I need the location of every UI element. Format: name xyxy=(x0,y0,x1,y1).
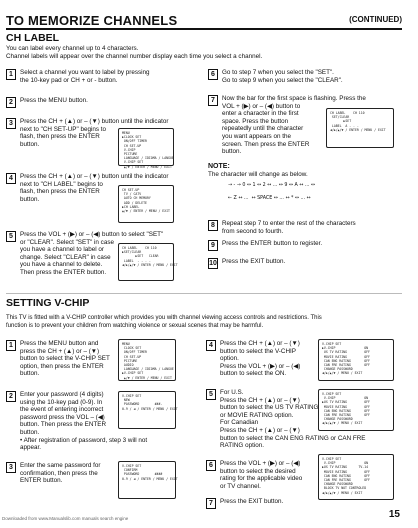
screen-line: ▲/▼ / ENTER / MENU / EXIT xyxy=(122,209,170,214)
step-text: Press the VOL + (▶) or – (◀) button to select the desired rating for the applicable video or TV channel. xyxy=(220,460,303,490)
screen-line: CAN ENG RATING OFF xyxy=(322,408,370,413)
screen-line: ◀/▶/▲/▼ / ENTER / MENU / EXIT xyxy=(122,262,178,267)
section-divider xyxy=(6,293,402,294)
screen-line: CH LABEL CH 110 xyxy=(122,246,157,250)
screen-line: CH SET-UP xyxy=(122,143,142,148)
screen-line: PICTURE xyxy=(122,152,138,157)
step-number: 6 xyxy=(208,69,218,80)
screen-line: ◀/▶/▲/▼ / ENTER / MENU / EXIT xyxy=(330,127,386,132)
screen-line: MOVIE RATING OFF xyxy=(322,404,370,409)
note-text: The character will change as below. xyxy=(208,170,308,178)
screen-line: 0-9 / ◀ / ENTER / MENU / EXIT xyxy=(122,476,178,481)
step-number: 2 xyxy=(6,391,16,402)
screen-line: MENU xyxy=(122,342,130,346)
screen-line: ▶V-CHIP ON xyxy=(322,346,369,351)
page-title: TO MEMORIZE CHANNELS xyxy=(6,13,178,28)
screen-line: LABEL A - - - xyxy=(330,123,359,128)
ch-label-screen xyxy=(118,243,178,281)
screen-line: PICTURE xyxy=(122,358,138,363)
screen-line: CH LABEL CH 110 xyxy=(330,111,365,115)
step-number: 9 xyxy=(208,240,218,251)
step-number: 4 xyxy=(6,173,16,184)
screen-line: ▶CH LABEL xyxy=(122,204,140,209)
screen-line: V-CHIP SET xyxy=(122,464,142,468)
screen-line: NEW xyxy=(122,398,130,403)
screen-line: US TV RATING OFF xyxy=(322,350,370,355)
screen-line: CH SET-UP xyxy=(122,188,140,192)
screen-line: ◀/▶/▲/▼ / MENU / EXIT xyxy=(322,490,363,495)
step-number: 1 xyxy=(6,69,16,80)
screen-line: CHANGE PASSWORD xyxy=(322,367,353,372)
screen-line: ▶SET/CLEAR xyxy=(122,250,142,255)
screen-line: V-CHIP SET xyxy=(322,392,342,396)
page-number: 15 xyxy=(388,509,400,520)
screen-line: SET/CLEAR xyxy=(330,115,350,120)
screen-line: ▶SET CLEAR xyxy=(122,254,159,259)
rating-select-screen xyxy=(318,389,394,431)
screen-line: BLOCK TV NOT CONTROLED xyxy=(322,486,367,491)
step-number: 3 xyxy=(6,462,16,473)
step-text: Now the bar for the first space is flashing. Press the VOL + (▶) or – (◀) button to enter a character in the first space. Press the button repeatedly until the character you want appears on the screen. Then press the ENTER button. xyxy=(222,95,366,156)
step-text: Press the EXIT button. xyxy=(220,498,284,505)
screen-line: CLOCK SET xyxy=(122,346,142,351)
screen-line: ▶US TV RATING OFF xyxy=(322,400,370,405)
step-text: Repeat step 7 to enter the rest of the characters from second to fourth. xyxy=(222,220,356,235)
screen-line: ON/OFF TIMER xyxy=(122,139,147,144)
screen-line: ▶US TV RATING TV-14 xyxy=(322,465,369,470)
screen-line: CONFIRM xyxy=(122,468,138,473)
vchip-heading: SETTING V-CHIP xyxy=(6,297,90,309)
screen-line: LABEL - - - - xyxy=(122,258,151,263)
screen-line: CH SET-UP xyxy=(122,354,142,359)
step-text: Press the VOL + (▶) or – (◀) button to select "SET" or "CLEAR". Select "SET" in case you have a channel to label or change. Select "CLEAR" in case you have a channel to delete. Then press the ENTER button. xyxy=(20,231,164,276)
step-text: Select a channel you want to label by pressing the 10-key pad or CH + or - button. xyxy=(20,69,150,84)
new-password-screen xyxy=(118,391,176,429)
screen-line: CHANGE PASSWORD xyxy=(322,482,353,487)
screen-line: ▲/▼ / ENTER / MENU / EXIT xyxy=(122,164,172,169)
screen-line: 0-9 / ◀ / ENTER / MENU / EXIT xyxy=(122,406,178,411)
step-number: 7 xyxy=(206,498,216,509)
continued-label: (CONTINUED) xyxy=(349,15,402,24)
screen-line: ▶V-CHIP SET xyxy=(122,371,144,376)
step-text: Press the CH + (▲) or – (▼) button to select the V-CHIP option. Press the VOL + (▶) or – (◀) button to select the ON. xyxy=(220,340,301,378)
footer-note: Downloaded from www.Manualslib.com manuals search engine xyxy=(2,516,129,521)
screen-line: AUDIO xyxy=(122,363,134,368)
screen-line: PASSWORD ###- xyxy=(122,402,163,407)
ch-label-intro: You can label every channel up to 4 characters. Channel labels will appear over the channel number display each time you select a channel. xyxy=(6,45,263,60)
step-text: Enter your password (4 digits) using the 10-key pad (0-9). In the event of entering incorrect password press the VOL – (◀) button. Then press the ENTER button. • After registration of password, step 3 will not appear. xyxy=(20,391,148,452)
title-rule xyxy=(6,28,402,30)
screen-line: CAN FRE RATING OFF xyxy=(322,478,370,483)
step-number: 1 xyxy=(6,340,16,351)
step-text: Press the ENTER button to register. xyxy=(222,240,323,247)
step-text: Press the CH + (▲) or – (▼) button until the indicator next to "CH LABEL" begins to flash, then press the ENTER button. xyxy=(20,173,169,203)
screen-line: MOVIE RATING OFF xyxy=(322,354,370,359)
screen-line: ▶CLOCK SET xyxy=(122,135,142,140)
step-number: 8 xyxy=(208,220,218,231)
step-text: Press the MENU button and press the CH + (▲) or – (▼) button to select the V-CHIP SET option, then press the ENTER button. xyxy=(20,340,110,378)
step-number: 2 xyxy=(6,97,16,108)
step-text: Go to step 7 when you select the "SET". Go to step 9 when you select the "CLEAR". xyxy=(222,69,343,84)
screen-line: LANGUAGE / IDIOMA / LANGUE xyxy=(122,367,174,372)
screen-line: CAN FRE RATING OFF xyxy=(322,363,370,368)
vchip-intro: This TV is fitted with a V-CHIP controller which provides you with channel viewing access controls and restrictions. This function is to prevent your children from watching violence or sexual scenes that may be harmful. xyxy=(6,315,322,329)
step-number: 5 xyxy=(206,389,216,400)
step-text: Press the CH + (▲) or – (▼) button until the indicator next to "CH SET-UP" begins to flash, then press the ENTER button. xyxy=(20,118,169,148)
step-text: For U.S. Press the CH + (▲) or – (▼) button to select the US TV RATING or MOVIE RATING option. For Canadian Press the CH + (▲) or – (▼) button to select the CAN ENG RATING or CAN FRE RATING option. xyxy=(220,389,366,450)
step-number: 6 xyxy=(206,460,216,471)
note-block xyxy=(208,163,398,202)
screen-line: V-CHIP SET xyxy=(122,394,142,398)
screen-line: CHANGE PASSWORD xyxy=(322,417,353,422)
step-number: 10 xyxy=(209,260,217,267)
screen-line: TV / CATV xyxy=(122,192,142,197)
screen-line: CAN ENG RATING OFF xyxy=(322,473,370,478)
screen-line: CAN FRE RATING OFF xyxy=(322,413,370,418)
screen-line: V-CHIP xyxy=(122,147,136,152)
menu-screen-ch xyxy=(118,128,174,169)
screen-line: PASSWORD #### xyxy=(122,472,163,477)
char-sequence-row1: → - → 0 ↔ 1 ↔ 2 ↔ ... ↔ 9 ↔ A ↔ ... ↔ xyxy=(228,183,315,189)
vchip-on-screen xyxy=(318,339,394,381)
screen-line: MOVIE RATING OFF xyxy=(322,469,370,474)
step-number: 7 xyxy=(208,95,218,106)
screen-line: CAN ENG RATING OFF xyxy=(322,358,370,363)
vchip-menu-screen xyxy=(118,339,176,381)
step-number: 5 xyxy=(6,231,16,242)
ch-label-heading: CH LABEL xyxy=(6,32,60,44)
ch-setup-screen xyxy=(118,185,174,223)
confirm-password-screen xyxy=(118,461,176,499)
screen-line: V-CHIP ON xyxy=(322,396,369,401)
screen-line: V-CHIP SET xyxy=(322,457,342,461)
screen-line: ▶SET xyxy=(330,119,352,124)
screen-line: ADD / DELETE xyxy=(122,200,147,205)
ch-label-entry-screen xyxy=(326,108,394,148)
screen-line: MENU xyxy=(122,131,130,135)
step-number: 3 xyxy=(6,118,16,129)
step-number: 4 xyxy=(206,340,216,351)
screen-line: V-CHIP SET xyxy=(322,342,342,346)
screen-line: V-CHIP ON xyxy=(322,461,369,466)
page-header xyxy=(6,13,402,27)
screen-line: AUTO CH MEMORY xyxy=(122,196,151,201)
note-title: NOTE: xyxy=(208,163,230,170)
screen-line: ◀/▶/▲/▼ / MENU / EXIT xyxy=(322,421,363,426)
screen-line: V-CHIP SET xyxy=(122,160,144,165)
step-text: Press the EXIT button. xyxy=(222,258,286,265)
screen-line: ▲/▼ / ENTER / MENU / EXIT xyxy=(122,375,172,380)
rating-set-screen xyxy=(318,454,394,500)
step-text: Enter the same password for confirmation, then press the ENTER button. xyxy=(20,462,101,485)
char-sequence-row2: ← Z ↔ ... ↔ SPACE ↔ ... ↔ * ↔ ... ↔ xyxy=(228,195,311,201)
screen-line: LANGUAGE / IDIOMA / LANGUE xyxy=(122,156,174,161)
step-text: Press the MENU button. xyxy=(20,97,88,104)
screen-line: ◀/▶/▲/▼ / MENU / EXIT xyxy=(322,371,363,376)
screen-line: ON/OFF TIMER xyxy=(122,350,147,355)
